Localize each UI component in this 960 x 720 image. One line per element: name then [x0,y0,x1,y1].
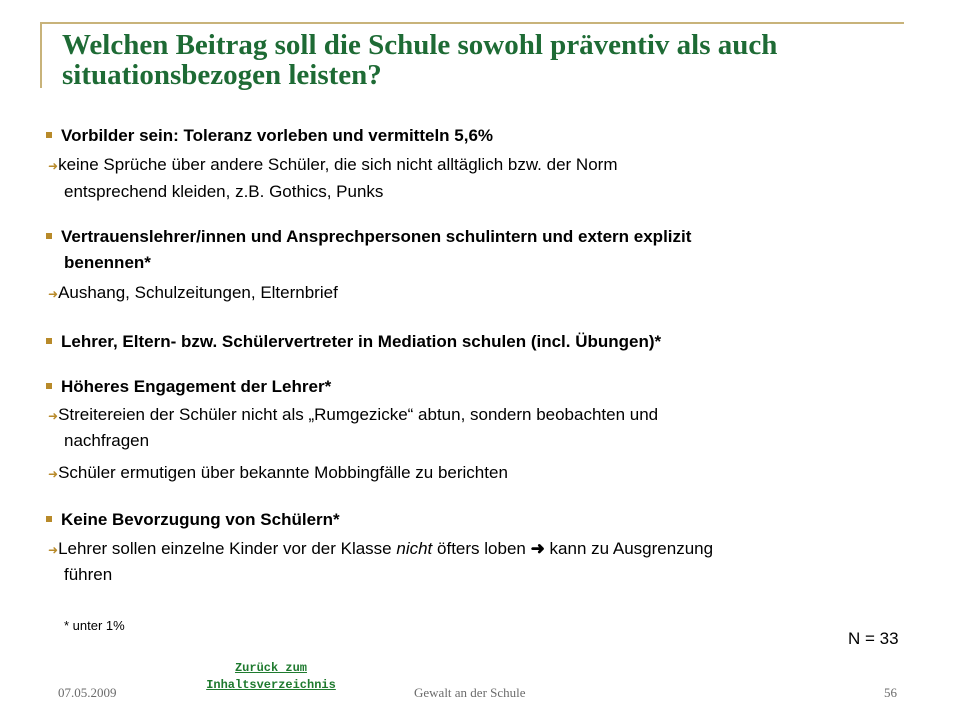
link-line-2[interactable]: Inhaltsverzeichnis [206,678,336,692]
sub-text: Lehrer sollen einzelne Kinder vor der Klasse [58,539,397,558]
sub-text: keine Sprüche über andere Schüler, die sich nicht alltäglich bzw. der Norm [58,155,618,174]
sub-item [48,536,713,563]
square-bullet-icon [46,383,52,389]
square-bullet-icon [46,516,52,522]
arrow-right-icon: ➜ [48,467,59,481]
link-line-1[interactable]: Zurück zum [234,661,307,675]
sub-item [48,460,508,487]
bullet-engagement [46,375,331,398]
slide-title: Welchen Beitrag soll die Schule sowohl präventiv als auch situationsbezogen leisten? [62,29,778,91]
sub-item [48,402,658,429]
sub-item [48,152,617,179]
bullet-bevorzugung [46,508,340,531]
sub-text: kann zu Ausgrenzung [544,539,714,558]
arrow-right-icon: ➜ [48,543,59,557]
arrow-right-icon: ➜ [530,539,545,558]
bullet-vertrauenslehrer [46,225,691,248]
title-frame-left-border [40,22,42,88]
bullet-mediation [46,330,661,353]
sub-text: Schüler ermutigen über bekannte Mobbingfälle zu berichten [58,463,508,482]
sub-text: öfters loben [432,539,531,558]
bullet-text: Lehrer, Eltern- bzw. Schülervertreter in Mediation schulen (incl. Übungen)* [61,332,662,351]
sub-item-cont: führen [64,565,113,584]
sub-text: Streitereien der Schüler nicht als „Rumgezicke“ abtun, sondern beobachten und [58,405,659,424]
sub-item [48,280,338,307]
back-to-contents-link[interactable] [198,660,344,694]
bullet-text: Vertrauenslehrer/innen und Ansprechpersonen schulintern und extern explizit [61,227,692,246]
page-number: 56 [884,685,897,700]
emphasis-text: nicht [396,539,433,558]
arrow-right-icon: ➜ [48,409,59,423]
bullet-text-cont: benennen* [64,253,151,272]
bullet-vorbilder [46,124,493,147]
bullet-text: Vorbilder sein: Toleranz vorleben und vermitteln 5,6% [61,126,494,145]
footer-date: 07.05.2009 [58,685,117,700]
bullet-text: Höheres Engagement der Lehrer* [61,377,332,396]
footer-title: Gewalt an der Schule [414,685,526,700]
footnote: * unter 1% [64,618,125,633]
square-bullet-icon [46,233,52,239]
title-frame-top-border [40,22,904,24]
sub-item-cont: nachfragen [64,431,150,450]
sub-item-cont: entsprechend kleiden, z.B. Gothics, Punks [64,182,384,201]
square-bullet-icon [46,338,52,344]
sample-size: N = 33 [848,629,899,648]
arrow-right-icon: ➜ [48,159,59,173]
bullet-text: Keine Bevorzugung von Schülern* [61,510,340,529]
square-bullet-icon [46,132,52,138]
sub-text: Aushang, Schulzeitungen, Elternbrief [58,283,338,302]
arrow-right-icon: ➜ [48,287,59,301]
